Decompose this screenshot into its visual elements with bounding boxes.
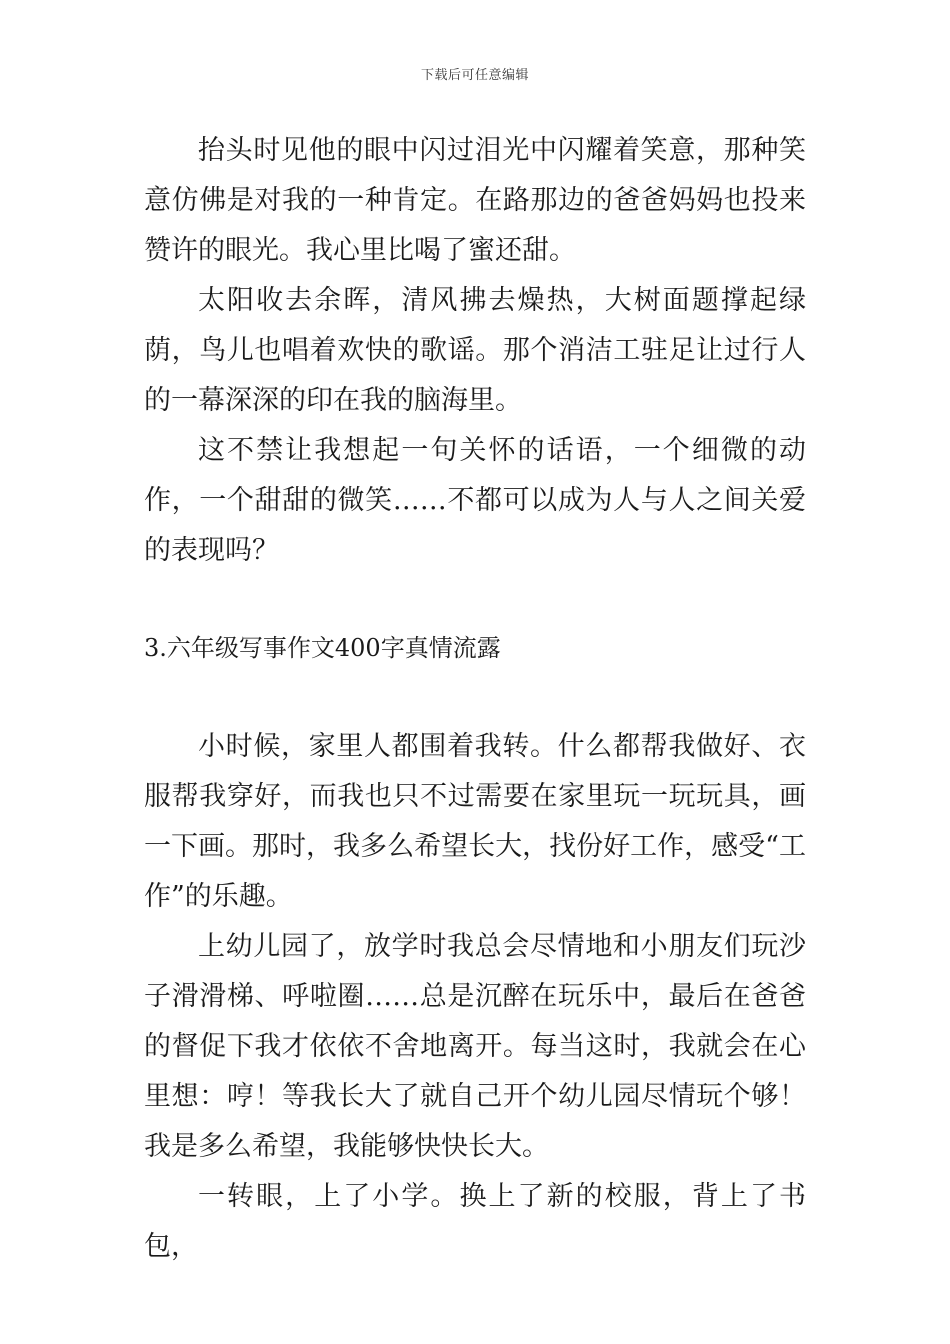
article-section-3 — [144, 722, 806, 1272]
paragraph: 太阳收去余晖，清风拂去燥热，大树面题撑起绿荫，鸟儿也唱着欢快的歌谣。那个消洁工驻足让过行人的一幕深深的印在我的脑海里。 — [144, 285, 806, 416]
paragraph: 这不禁让我想起一句关怀的话语，一个细微的动作，一个甜甜的微笑……不都可以成为人与人之间关爱的表现吗？ — [144, 435, 806, 566]
page-header-note: 下载后可任意编辑 — [420, 68, 529, 83]
article-continuation — [144, 126, 806, 576]
paragraph: 小时候，家里人都围着我转。什么都帮我做好、衣服帮我穿好，而我也只不过需要在家里玩一玩玩具，画一下画。那时，我多么希望长大，找份好工作，感受“工作”的乐趣。 — [144, 731, 806, 912]
section-heading: 3.六年级写事作文400字真情流露 — [144, 634, 501, 662]
paragraph: 一转眼，上了小学。换上了新的校服，背上了书包， — [144, 1181, 806, 1262]
paragraph: 抬头时见他的眼中闪过泪光中闪耀着笑意，那种笑意仿佛是对我的一种肯定。在路那边的爸爸妈妈也投来赞许的眼光。我心里比喝了蜜还甜。 — [144, 135, 806, 266]
paragraph: 上幼儿园了，放学时我总会尽情地和小朋友们玩沙子滑滑梯、呼啦圈……总是沉醉在玩乐中，最后在爸爸的督促下我才依依不舍地离开。每当这时，我就会在心里想：哼！等我长大了就自己开个幼儿园尽情玩个够！我是多么希望，我能够快快长大。 — [144, 931, 806, 1162]
